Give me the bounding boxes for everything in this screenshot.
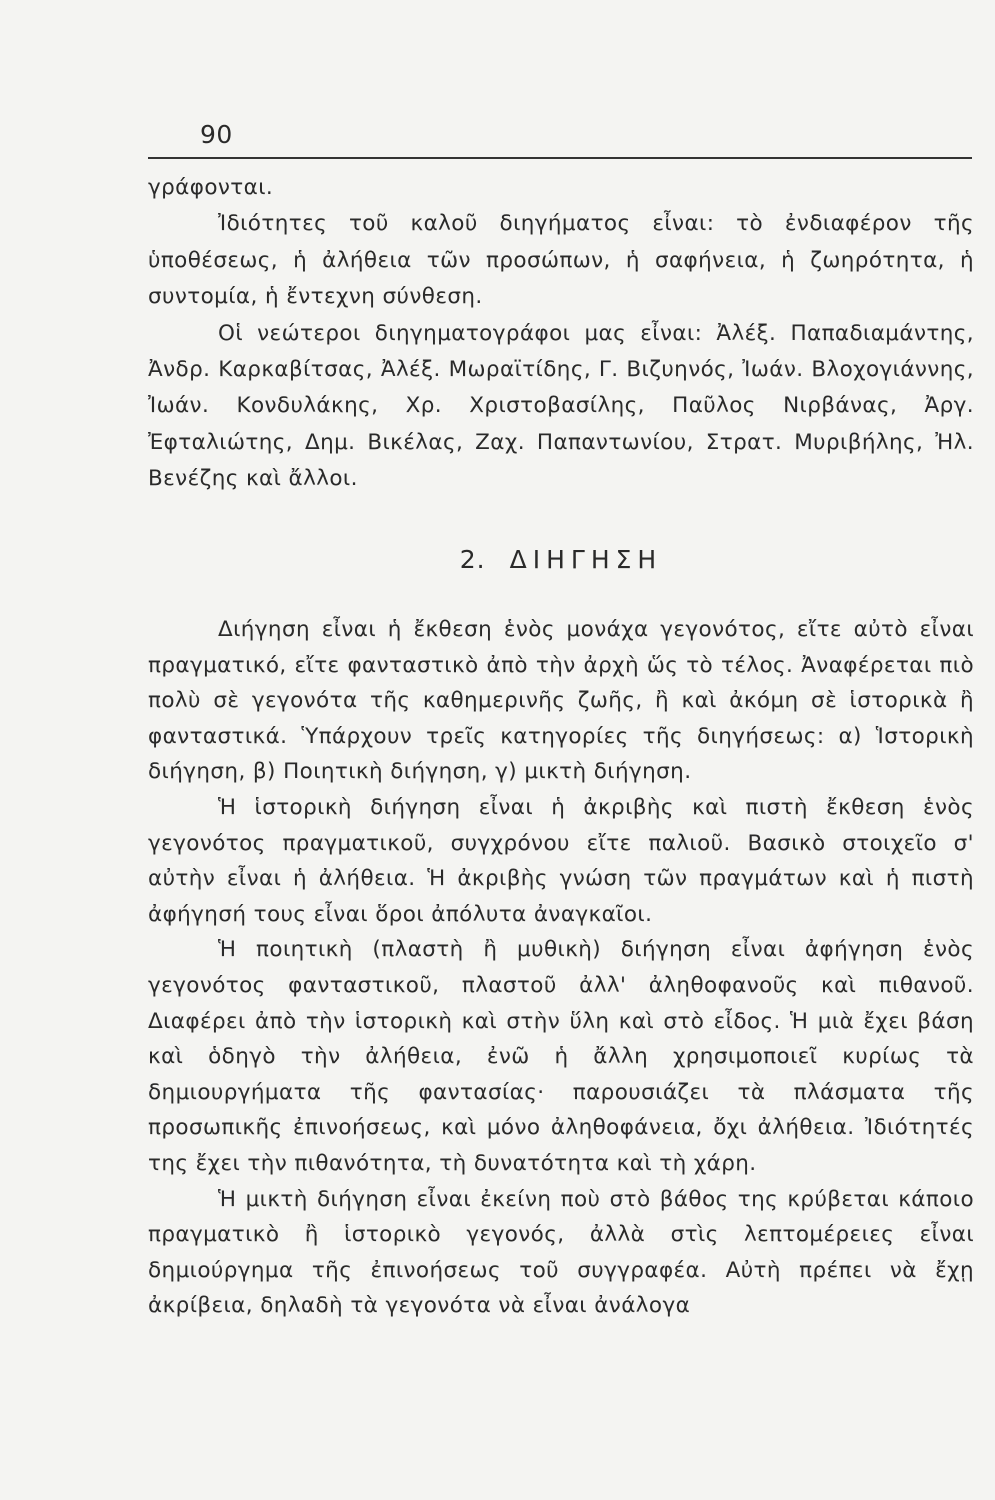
- page-number: 90: [200, 120, 233, 149]
- paragraph: Ἡ ποιητικὴ (πλαστὴ ἢ μυθικὴ) διήγηση εἶναι ἀφήγηση ἑνὸς γεγονότος φανταστικοῦ, πλαστοῦ ἀλλ' ἀληθοφανοῦς καὶ πιθανοῦ. Διαφέρει ἀπὸ τὴν ἱστορικὴ καὶ στὴν ὕλη καὶ στὸ εἶδος. Ἡ μιὰ ἔχει βάση καὶ ὁδηγὸ τὴν ἀλήθεια, ἐνῶ ἡ ἄλλη χρησιμοποιεῖ κυρίως τὰ δημιουργήματα τῆς φαντασίας· παρουσιάζει τὰ πλάσματα τῆς προσωπικῆς ἐπινοήσεως, καὶ μόνο ἀληθοφάνεια, ὄχι ἀλήθεια. Ἰδιότητές της ἔχει τὴν πιθανότητα, τὴ δυνατότητα καὶ τὴ χάρη.: [148, 937, 974, 1176]
- section-number: 2.: [459, 545, 486, 574]
- section-heading: [148, 545, 974, 574]
- section-2-text: [148, 612, 974, 1324]
- paragraph: Διήγηση εἶναι ἡ ἔκθεση ἑνὸς μονάχα γεγονότος, εἴτε αὐτὸ εἶναι πραγματικό, εἴτε φανταστικὸ ἀπὸ τὴν ἀρχὴ ὥς τὸ τέλος. Ἀναφέρεται πιὸ πολὺ σὲ γεγονότα τῆς καθημερινῆς ζωῆς, ἢ καὶ ἀκόμη σὲ ἱστορικὰ ἢ φανταστικά. Ὑπάρχουν τρεῖς κατηγορίες τῆς διηγήσεως: α) Ἱστορικὴ διήγηση, β) Ποιητικὴ διήγηση, γ) μικτὴ διήγηση.: [148, 617, 974, 785]
- paragraph: Ἡ μικτὴ διήγηση εἶναι ἐκείνη ποὺ στὸ βάθος της κρύβεται κάποιο πραγματικὸ ἢ ἱστορικὸ γεγονός, ἀλλὰ στὶς λεπτομέρειες εἶναι δημιούργημα τῆς ἐπινοήσεως τοῦ συγγραφέα. Αὐτὴ πρέπει νὰ ἔχῃ ἀκρίβεια, δηλαδὴ τὰ γεγονότα νὰ εἶναι ἀνάλογα: [148, 1186, 974, 1319]
- section-title: ΔΙΗΓΗΣΗ: [509, 545, 663, 574]
- paragraph-continuation: γράφονται.: [148, 175, 274, 200]
- section-1-text: [148, 170, 974, 498]
- header-rule: [148, 157, 972, 159]
- paragraph: Οἱ νεώτεροι διηγηματογράφοι μας εἶναι: Ἀλέξ. Παπαδιαμάντης, Ἀνδρ. Καρκαβίτσας, Ἀλέξ. Μωραϊτίδης, Γ. Βιζυηνός, Ἰωάν. Βλοχογιάννης, Ἰωάν. Κονδυλάκης, Χρ. Χριστοβασίλης, Παῦλος Νιρβάνας, Ἀργ. Ἐφταλιώτης, Δημ. Βικέλας, Ζαχ. Παπαντωνίου, Στρατ. Μυριβήλης, Ἠλ. Βενέζης καὶ ἄλλοι.: [148, 320, 974, 492]
- paragraph: Ἡ ἱστορικὴ διήγηση εἶναι ἡ ἀκριβὴς καὶ πιστὴ ἔκθεση ἑνὸς γεγονότος πραγματικοῦ, συγχρόνου εἴτε παλιοῦ. Βασικὸ στοιχεῖο σ' αὐτὴν εἶναι ἡ ἀλήθεια. Ἡ ἀκριβὴς γνώση τῶν πραγμάτων καὶ ἡ πιστὴ ἀφήγησή τους εἶναι ὅροι ἀπόλυτα ἀναγκαῖοι.: [148, 794, 974, 927]
- paragraph: Ἰδιότητες τοῦ καλοῦ διηγήματος εἶναι: τὸ ἐνδιαφέρον τῆς ὑποθέσεως, ἡ ἀλήθεια τῶν προσώπων, ἡ σαφήνεια, ἡ ζωηρότητα, ἡ συντομία, ἡ ἔντεχνη σύνθεση.: [148, 211, 974, 310]
